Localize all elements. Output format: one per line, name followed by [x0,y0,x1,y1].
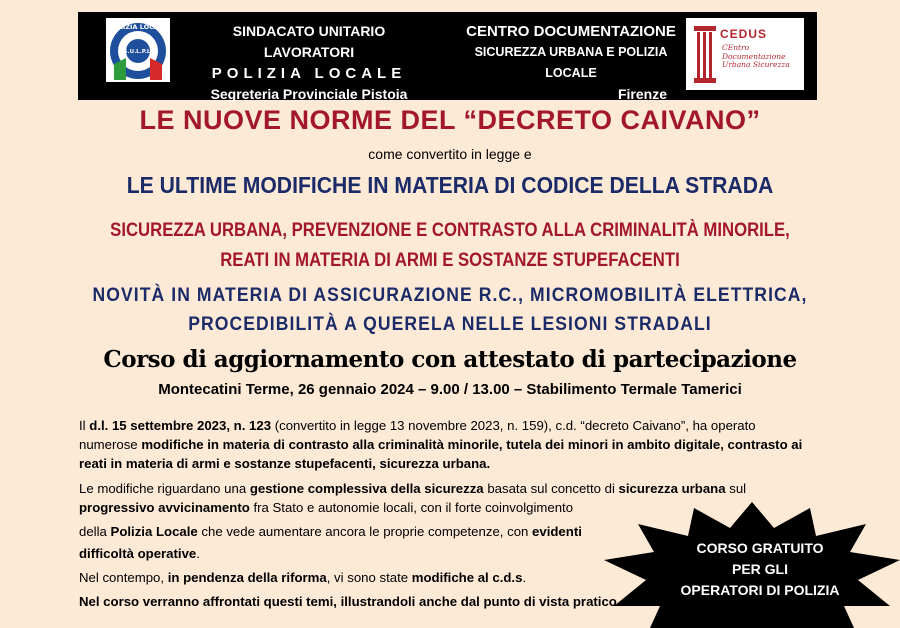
event-details: Montecatini Terme, 26 gennaio 2024 – 9.00 / 13.00 – Stabilimento Termale Tamerici [158,381,742,398]
sulpl-logo-mid-text: S.U.L.P.L. [123,49,153,55]
cedus-line-1: CENTRO DOCUMENTAZIONE [466,23,676,40]
second-title: LE ULTIME MODIFICHE IN MATERIA DI CODICE DELLA STRADA [126,172,774,198]
body-line-5: Nel contempo, in pendenza della riforma, vi sono state modifiche al c.d.s. [79,570,527,585]
sulpl-line-2: POLIZIA LOCALE [211,65,407,82]
body-line-6: Nel corso verranno affrontati questi temi, illustrandoli anche dal punto di vista pratico. [79,594,621,609]
body-line-3: della Polizia Locale che vede aumentare ancora le proprie competenze, con evidenti [79,524,582,539]
sulpl-heading [204,21,414,105]
badge-line-2: PER GLI [731,561,788,577]
sulpl-line-1: SINDACATO UNITARIO LAVORATORI [232,23,386,60]
badge-line-1: CORSO GRATUITO [696,540,824,556]
cedus-logo-brand: CEDUS [720,27,768,41]
header-banner [78,12,817,100]
course-title: Corso di aggiornamento con attestato di partecipazione [103,346,797,373]
red-subtitle-1: SICUREZZA URBANA, PREVENZIONE E CONTRASTO ALLA CRIMINALITÀ MINORILE, [110,220,790,241]
blue-subtitle-2: PROCEDIBILITÀ A QUERELA NELLE LESIONI STRADALI [188,313,712,335]
cedus-line-2: SICUREZZA URBANA E POLIZIA LOCALE [474,45,668,80]
column-icon [692,24,718,84]
title-note: come convertito in legge e [368,146,532,162]
cedus-heading [461,21,681,105]
paragraph-1: Il d.l. 15 settembre 2023, n. 123 (convertito in legge 13 novembre 2023, n. 159), c.d. “decreto Caivano”, ha operato numerose modifiche in materia di contrasto alla criminalità minorile, tutela dei minori in ambito digitale, contrasto ai reati in materia di armi e sostanze stupefacenti, sicurezza urbana. [79,418,803,471]
badge-text [660,538,860,601]
main-title: LE NUOVE NORME DEL “DECRETO CAIVANO” [139,105,761,135]
cedus-line-3: Firenze [617,86,667,102]
blue-subtitle-1: NOVITÀ IN MATERIA DI ASSICURAZIONE R.C., MICROMOBILITÀ ELETTRICA, [92,284,808,306]
red-subtitle-2: REATI IN MATERIA DI ARMI E SOSTANZE STUPEFACENTI [220,250,680,271]
paragraph-2: Le modifiche riguardano una gestione complessiva della sicurezza basata sul concetto di sicurezza urbana sul progressivo avvicinamento fra Stato e autonomie locali, con il forte coinvolgimento [79,481,747,515]
sulpl-logo [106,18,170,82]
sulpl-logo-top-text: POLIZIA LOCALE [108,23,168,31]
badge-line-3: OPERATORI DI POLIZIA [680,582,840,598]
body-line-4: difficoltà operative. [79,546,200,561]
cedus-logo [686,18,804,90]
cedus-logo-sub: CEntro Documentazione Urbana Sicurezza [722,43,790,69]
sulpl-line-3: Segreteria Provinciale Pistoia [210,86,408,102]
